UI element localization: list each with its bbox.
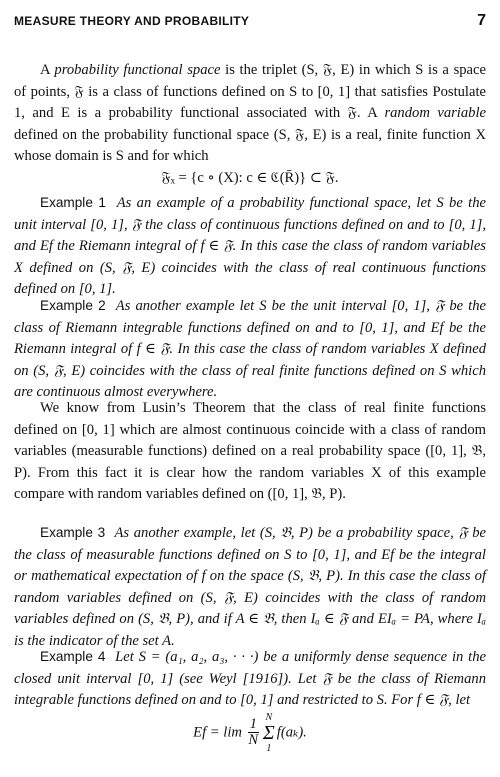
example-1-label: Example 1 [40,195,106,210]
term-random-variable: random variable [384,105,486,122]
paragraph-lusin [14,398,486,506]
formula-lhs: Ef = lim [193,724,242,741]
final-formula [14,712,486,754]
example-2 [14,295,486,404]
paragraph-definition [14,60,486,190]
term-probability-functional-space: probability functional space [54,62,221,78]
example-2-text: As another example let S be the unit interval [0, 1], 𝔉 be the class of Riemann integrable functions defined on and to [0, 1], and Ef be the Riemann integral of f ∈ 𝔉. In this case the class of random variables X defined on (S, 𝔉, E) coincides with the class of real finite functions defined on S which are continuous almost everywhere. [14,298,486,401]
text-run: defined on the probability functional space (S, 𝔉, E) is a real, finite function X whose domain is S and for which [14,126,486,165]
page-number: 7 [477,12,486,29]
fraction-numerator: 1 [249,716,257,733]
fraction-denominator: N [248,732,259,749]
text-run: A [40,62,55,78]
sum-upper-limit: N [265,711,273,723]
example-3-text: As another example, let (S, 𝔅, P) be a probability space, 𝔉 be the class of measurable functions defined on S to [0, 1], and Ef be the integral or mathematical expectation of f on the space (S, 𝔅, P). In this case the class of random variables defined on (S, 𝔉, E) coincides with the class of random variables defined on (S, 𝔅, P), and if A ∈ 𝔅, then Iₐ ∈ 𝔉 and EIₐ = PA, where Iₐ is the indicator of the set A. [14,525,487,649]
example-4-text: Let S = (a₁, a₂, a₃, · · ·) be a uniformly dense sequence in the closed unit interval [0, 1] (see Weyl [1916]). Let 𝔉 be the class of Riemann integrable functions defined on and to [0, 1] and restricted to S. For f ∈ 𝔉, let [14,649,486,709]
example-4 [14,646,486,754]
text-run: is the triplet (S, 𝔉, E) in which S is a space of points, 𝔉 is a class of functions defined on S to [0, 1] that satisfies Postulate 1, and E is a probability functional associated with 𝔉. A [14,62,486,122]
running-head [14,10,486,32]
running-title: MEASURE THEORY AND PROBABILITY [14,14,250,28]
sum-symbol: Σ [262,721,275,744]
example-3-label: Example 3 [40,525,106,540]
formula-term: f(aₖ). [276,724,307,741]
example-1-text: As an example of a probability functional space, let S be the unit interval [0, 1], 𝔉 the class of continuous functions defined on and to [0, 1], and Ef the Riemann integral of f ∈ 𝔉. In this case the class of random variables X defined on (S, 𝔉, E) coincides with the class of real continuous functions defined on [0, 1]. [14,195,487,298]
example-3 [14,522,486,653]
formula-fraction [248,717,259,748]
example-4-label: Example 4 [40,649,106,664]
sum-lower-limit: 1 [266,742,272,754]
display-formula: 𝔉ₓ = {c ∘ (X): c ∈ ℭ(R̄)} ⊂ 𝔉. [161,169,339,186]
formula-sum [263,712,275,754]
example-2-label: Example 2 [40,298,106,313]
example-1 [14,192,486,301]
lusin-text: We know from Lusin’s Theorem that the class of real finite functions defined on [0, 1] which are almost continuous coincide with a class of random variables (measurable functions) defined on a real probability space ([0, 1], 𝔅, P). From this fact it is clear how the random variables X of this example compare with random variables defined on ([0, 1], 𝔅, P). [14,400,486,503]
